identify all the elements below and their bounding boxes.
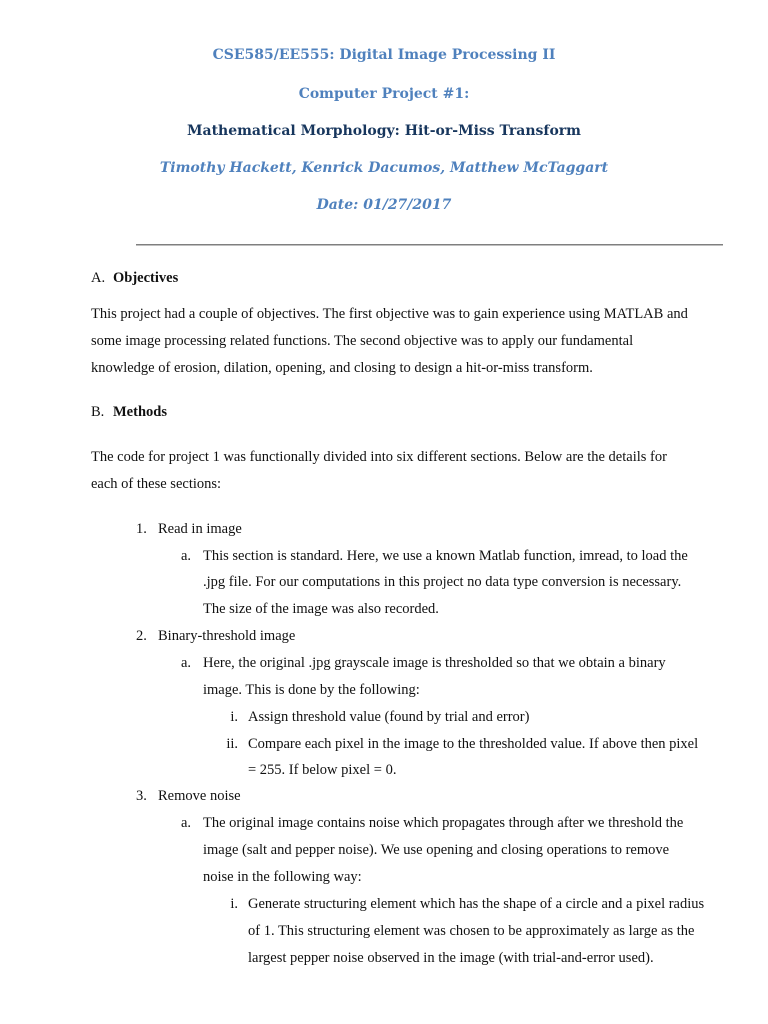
step-3a-line-2: image (salt and pepper noise). We use opening and closing operations to remove xyxy=(203,842,670,858)
section-b-heading: Methods xyxy=(113,404,167,420)
date-line: Date: 01/27/2017 xyxy=(316,197,452,213)
document-title: Mathematical Morphology: Hit-or-Miss Transform xyxy=(187,123,581,139)
step-2-marker: 2. xyxy=(136,628,147,644)
section-a-marker: A. xyxy=(91,270,106,286)
course-title: CSE585/EE555: Digital Image Processing II xyxy=(212,47,556,63)
methods-intro-line-1: The code for project 1 was functionally divided into six different sections. Below are the details for xyxy=(91,449,667,465)
step-1a-line-2: .jpg file. For our computations in this project no data type conversion is necessary. xyxy=(203,574,682,590)
authors-line: Timothy Hackett, Kenrick Dacumos, Matthew McTaggart xyxy=(159,160,609,176)
step-2a-i-line-1: Assign threshold value (found by trial and error) xyxy=(248,709,530,725)
step-1-marker: 1. xyxy=(136,521,147,537)
objectives-line-1: This project had a couple of objectives. The first objective was to gain experience using MATLAB and xyxy=(91,306,688,322)
section-b-marker: B. xyxy=(91,404,105,420)
step-2a-line-2: image. This is done by the following: xyxy=(203,682,420,698)
objectives-line-3: knowledge of erosion, dilation, opening, and closing to design a hit-or-miss transform. xyxy=(91,360,593,376)
step-3a-i-line-3: largest pepper noise observed in the image (with trial-and-error used). xyxy=(248,950,654,966)
section-a-heading: Objectives xyxy=(113,270,179,286)
step-1a-marker: a. xyxy=(181,548,192,564)
step-3a-i-line-2: of 1. This structuring element was chosen to be approximately as large as the xyxy=(248,923,695,939)
step-2a-i-marker: i. xyxy=(230,709,238,725)
objectives-line-2: some image processing related functions. The second objective was to apply our fundamental xyxy=(91,333,634,349)
step-3a-i-line-1: Generate structuring element which has the shape of a circle and a pixel radius xyxy=(248,896,705,912)
step-1a-line-3: The size of the image was also recorded. xyxy=(203,601,439,617)
step-1a-line-1: This section is standard. Here, we use a known Matlab function, imread, to load the xyxy=(203,548,688,564)
step-2-label: Binary-threshold image xyxy=(158,628,296,644)
step-2a-marker: a. xyxy=(181,655,192,671)
step-3-marker: 3. xyxy=(136,788,147,804)
step-3a-i-marker: i. xyxy=(230,896,238,912)
step-2a-ii-line-1: Compare each pixel in the image to the thresholded value. If above then pixel xyxy=(248,736,699,752)
header-divider xyxy=(136,244,723,246)
step-3-label: Remove noise xyxy=(158,788,241,804)
step-2a-line-1: Here, the original .jpg grayscale image is thresholded so that we obtain a binary xyxy=(203,655,666,671)
step-2a-ii-line-2: = 255. If below pixel = 0. xyxy=(248,762,397,778)
step-2a-ii-marker: ii. xyxy=(226,736,238,752)
step-3a-marker: a. xyxy=(181,815,192,831)
step-3a-line-3: noise in the following way: xyxy=(203,869,362,885)
step-3a-line-1: The original image contains noise which propagates through after we threshold the xyxy=(203,815,684,831)
project-number: Computer Project #1: xyxy=(298,86,470,102)
step-1-label: Read in image xyxy=(158,521,242,537)
methods-intro-line-2: each of these sections: xyxy=(91,476,222,492)
